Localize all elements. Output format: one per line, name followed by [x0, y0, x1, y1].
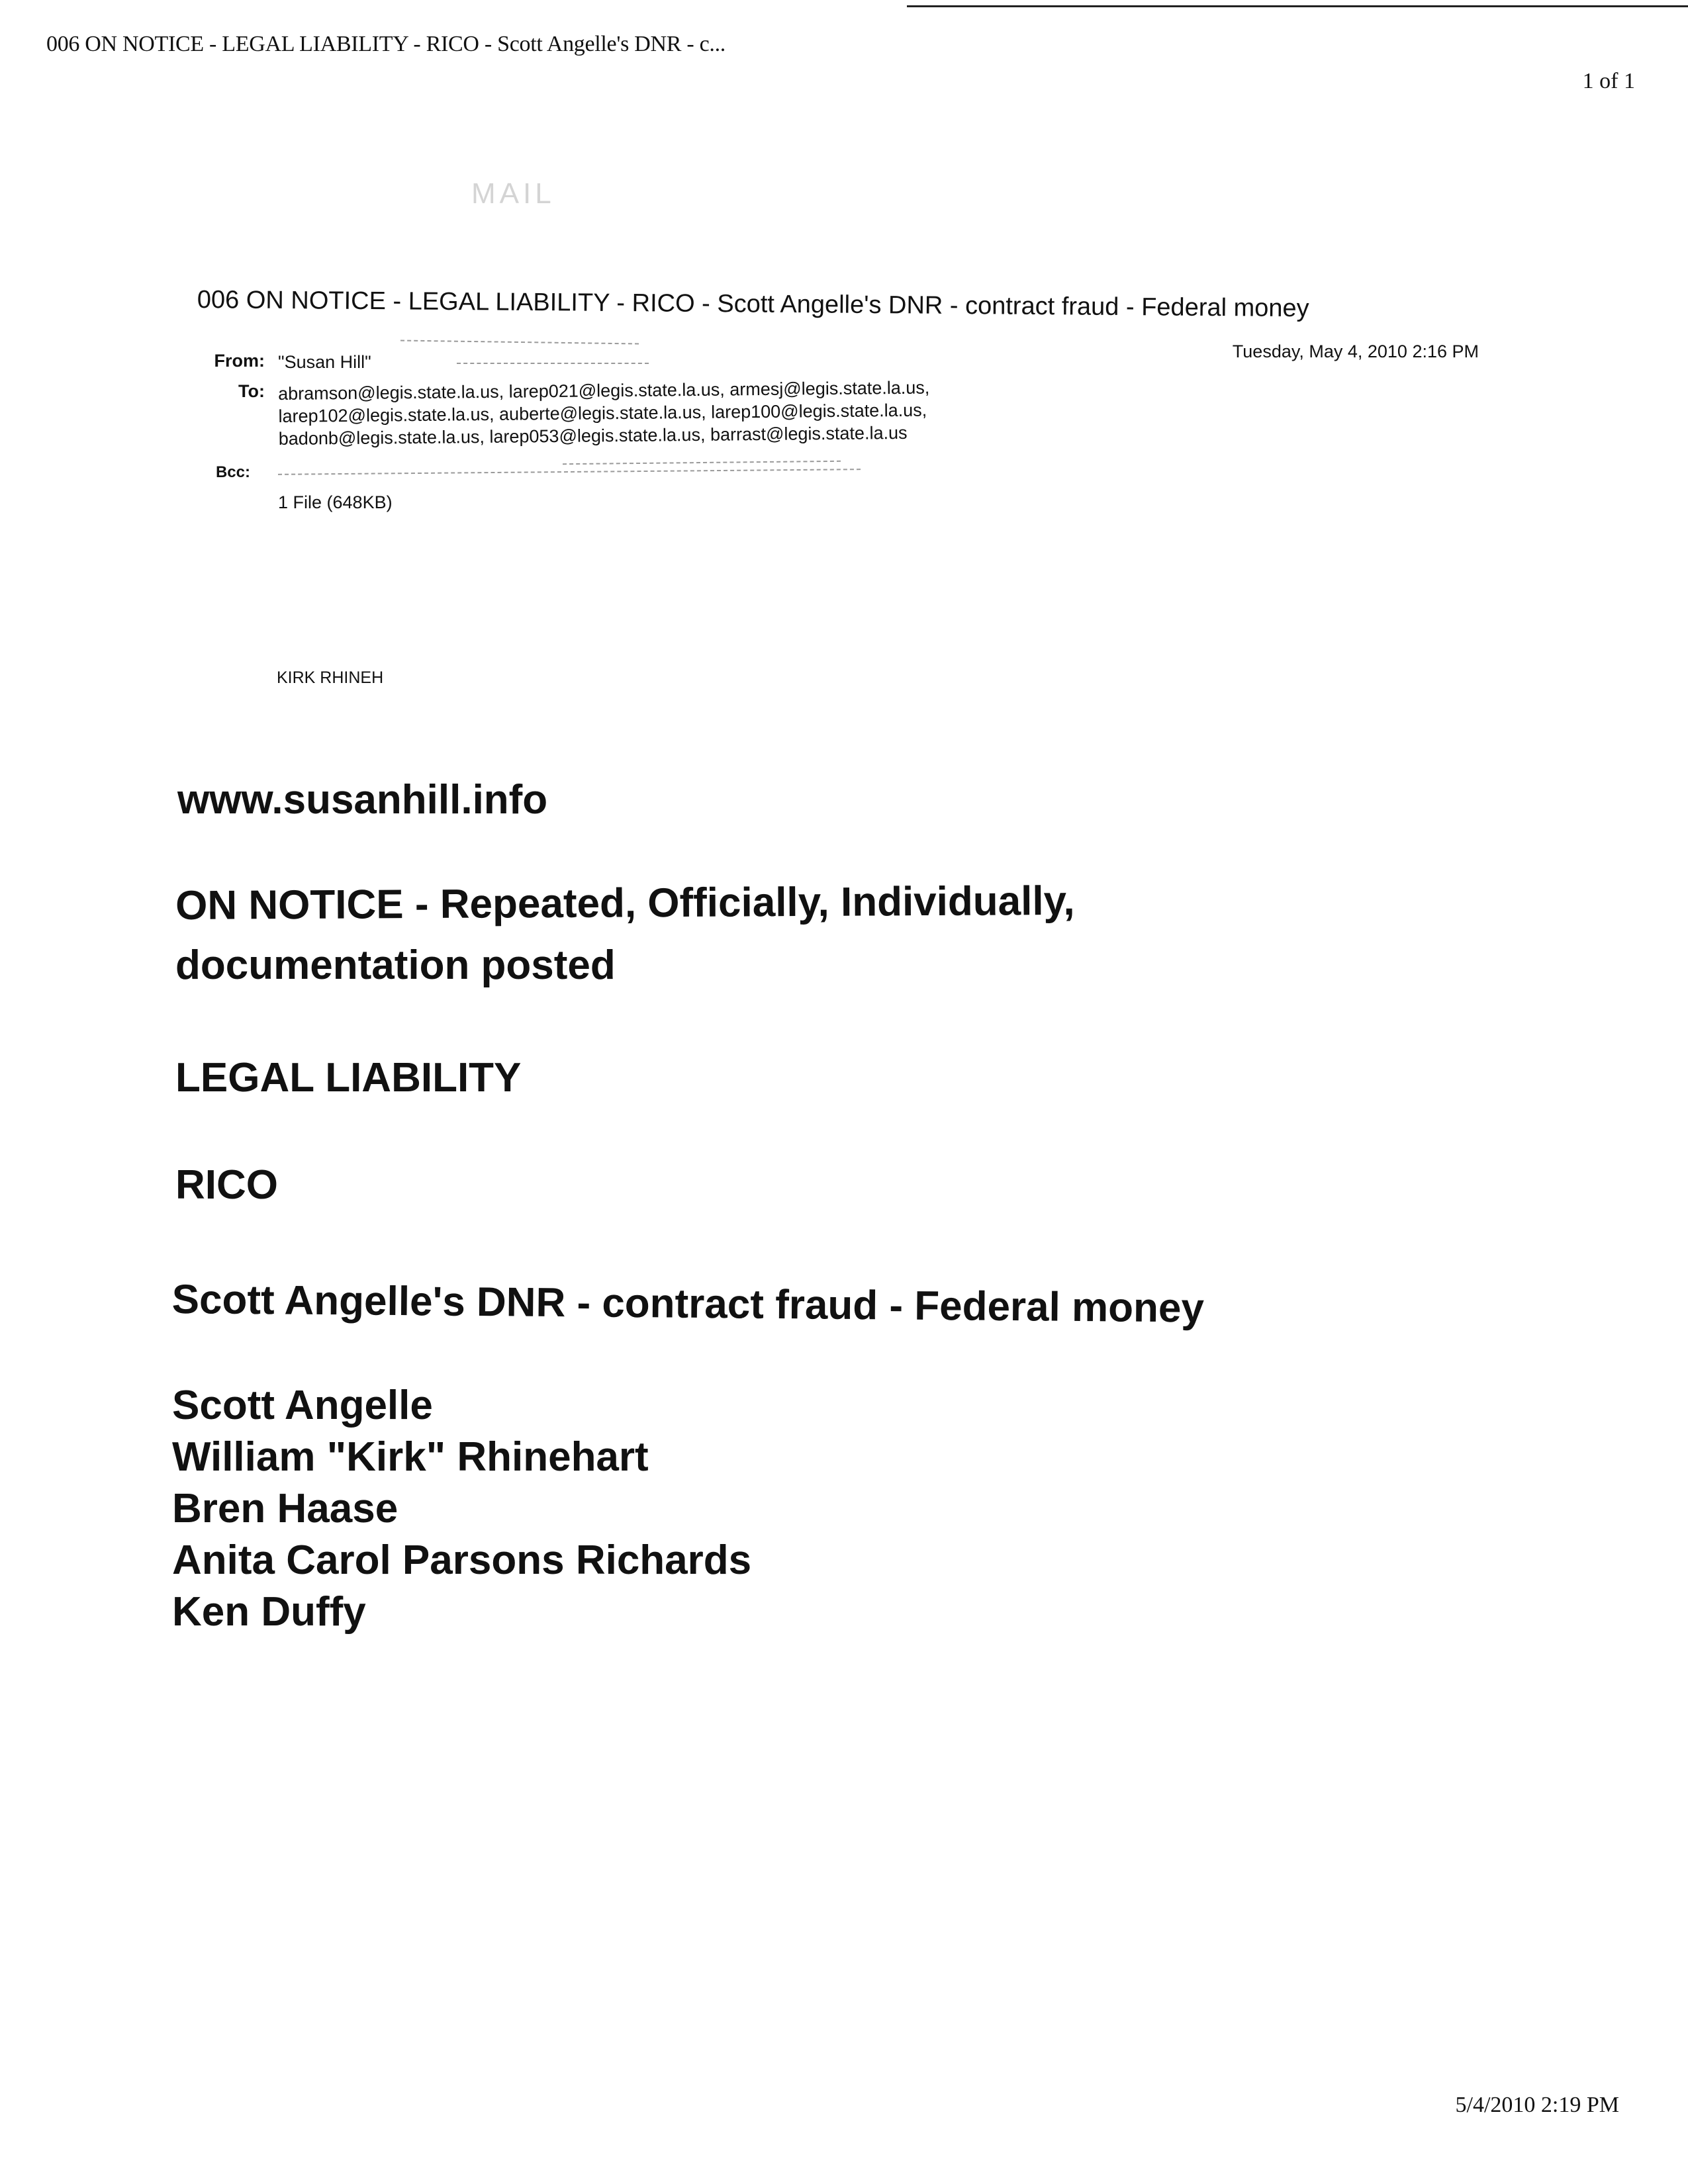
- notice-line-2: documentation posted: [175, 942, 616, 988]
- to-line-2: larep102@legis.state.la.us, auberte@legis.state.la.us, larep100@legis.state.la.us,: [278, 400, 927, 426]
- notice-line-1: ON NOTICE - Repeated, Officially, Individually,: [175, 878, 1075, 929]
- body-signature: KIRK RHINEH: [277, 668, 384, 687]
- redacted-from-address-2: [457, 363, 649, 364]
- from-label: From:: [214, 351, 265, 371]
- name-item-4: Anita Carol Parsons Richards: [172, 1537, 752, 1583]
- email-subject: 006 ON NOTICE - LEGAL LIABILITY - RICO - Scott Angelle's DNR - contract fraud - Federal money: [197, 286, 1309, 323]
- to-recipients: [278, 375, 1100, 450]
- scan-edge-line: [907, 5, 1688, 7]
- to-label: To:: [238, 381, 265, 401]
- name-item-1: Scott Angelle: [172, 1383, 433, 1428]
- name-item-2: William "Kirk" Rhinehart: [172, 1434, 649, 1480]
- legal-liability-heading: LEGAL LIABILITY: [175, 1055, 522, 1101]
- dnr-heading: Scott Angelle's DNR - contract fraud - Federal money: [171, 1276, 1205, 1332]
- from-value: "Susan Hill": [278, 352, 371, 372]
- to-line-1: abramson@legis.state.la.us, larep021@legis.state.la.us, armesj@legis.state.la.us,: [278, 377, 930, 404]
- email-date: Tuesday, May 4, 2010 2:16 PM: [1232, 341, 1479, 361]
- attachment-info: 1 File (648KB): [278, 492, 393, 512]
- name-item-3: Bren Haase: [172, 1486, 399, 1531]
- print-date: 5/4/2010 2:19 PM: [1455, 2093, 1619, 2117]
- website-text: www.susanhill.info: [177, 777, 548, 823]
- names-list: [172, 1380, 751, 1638]
- page-count: 1 of 1: [1582, 69, 1635, 93]
- redacted-bcc: [278, 469, 861, 475]
- rico-heading: RICO: [175, 1162, 278, 1208]
- redacted-bcc-2: [563, 461, 841, 465]
- faint-mail-mark: MAIL: [471, 177, 555, 210]
- to-line-3: badonb@legis.state.la.us, larep053@legis.state.la.us, barrast@legis.state.la.us: [278, 422, 908, 449]
- bcc-label: Bcc:: [215, 463, 250, 481]
- redacted-from-address: [400, 340, 639, 344]
- print-header-title: 006 ON NOTICE - LEGAL LIABILITY - RICO - Scott Angelle's DNR - c...: [46, 32, 726, 56]
- name-item-5: Ken Duffy: [172, 1589, 366, 1635]
